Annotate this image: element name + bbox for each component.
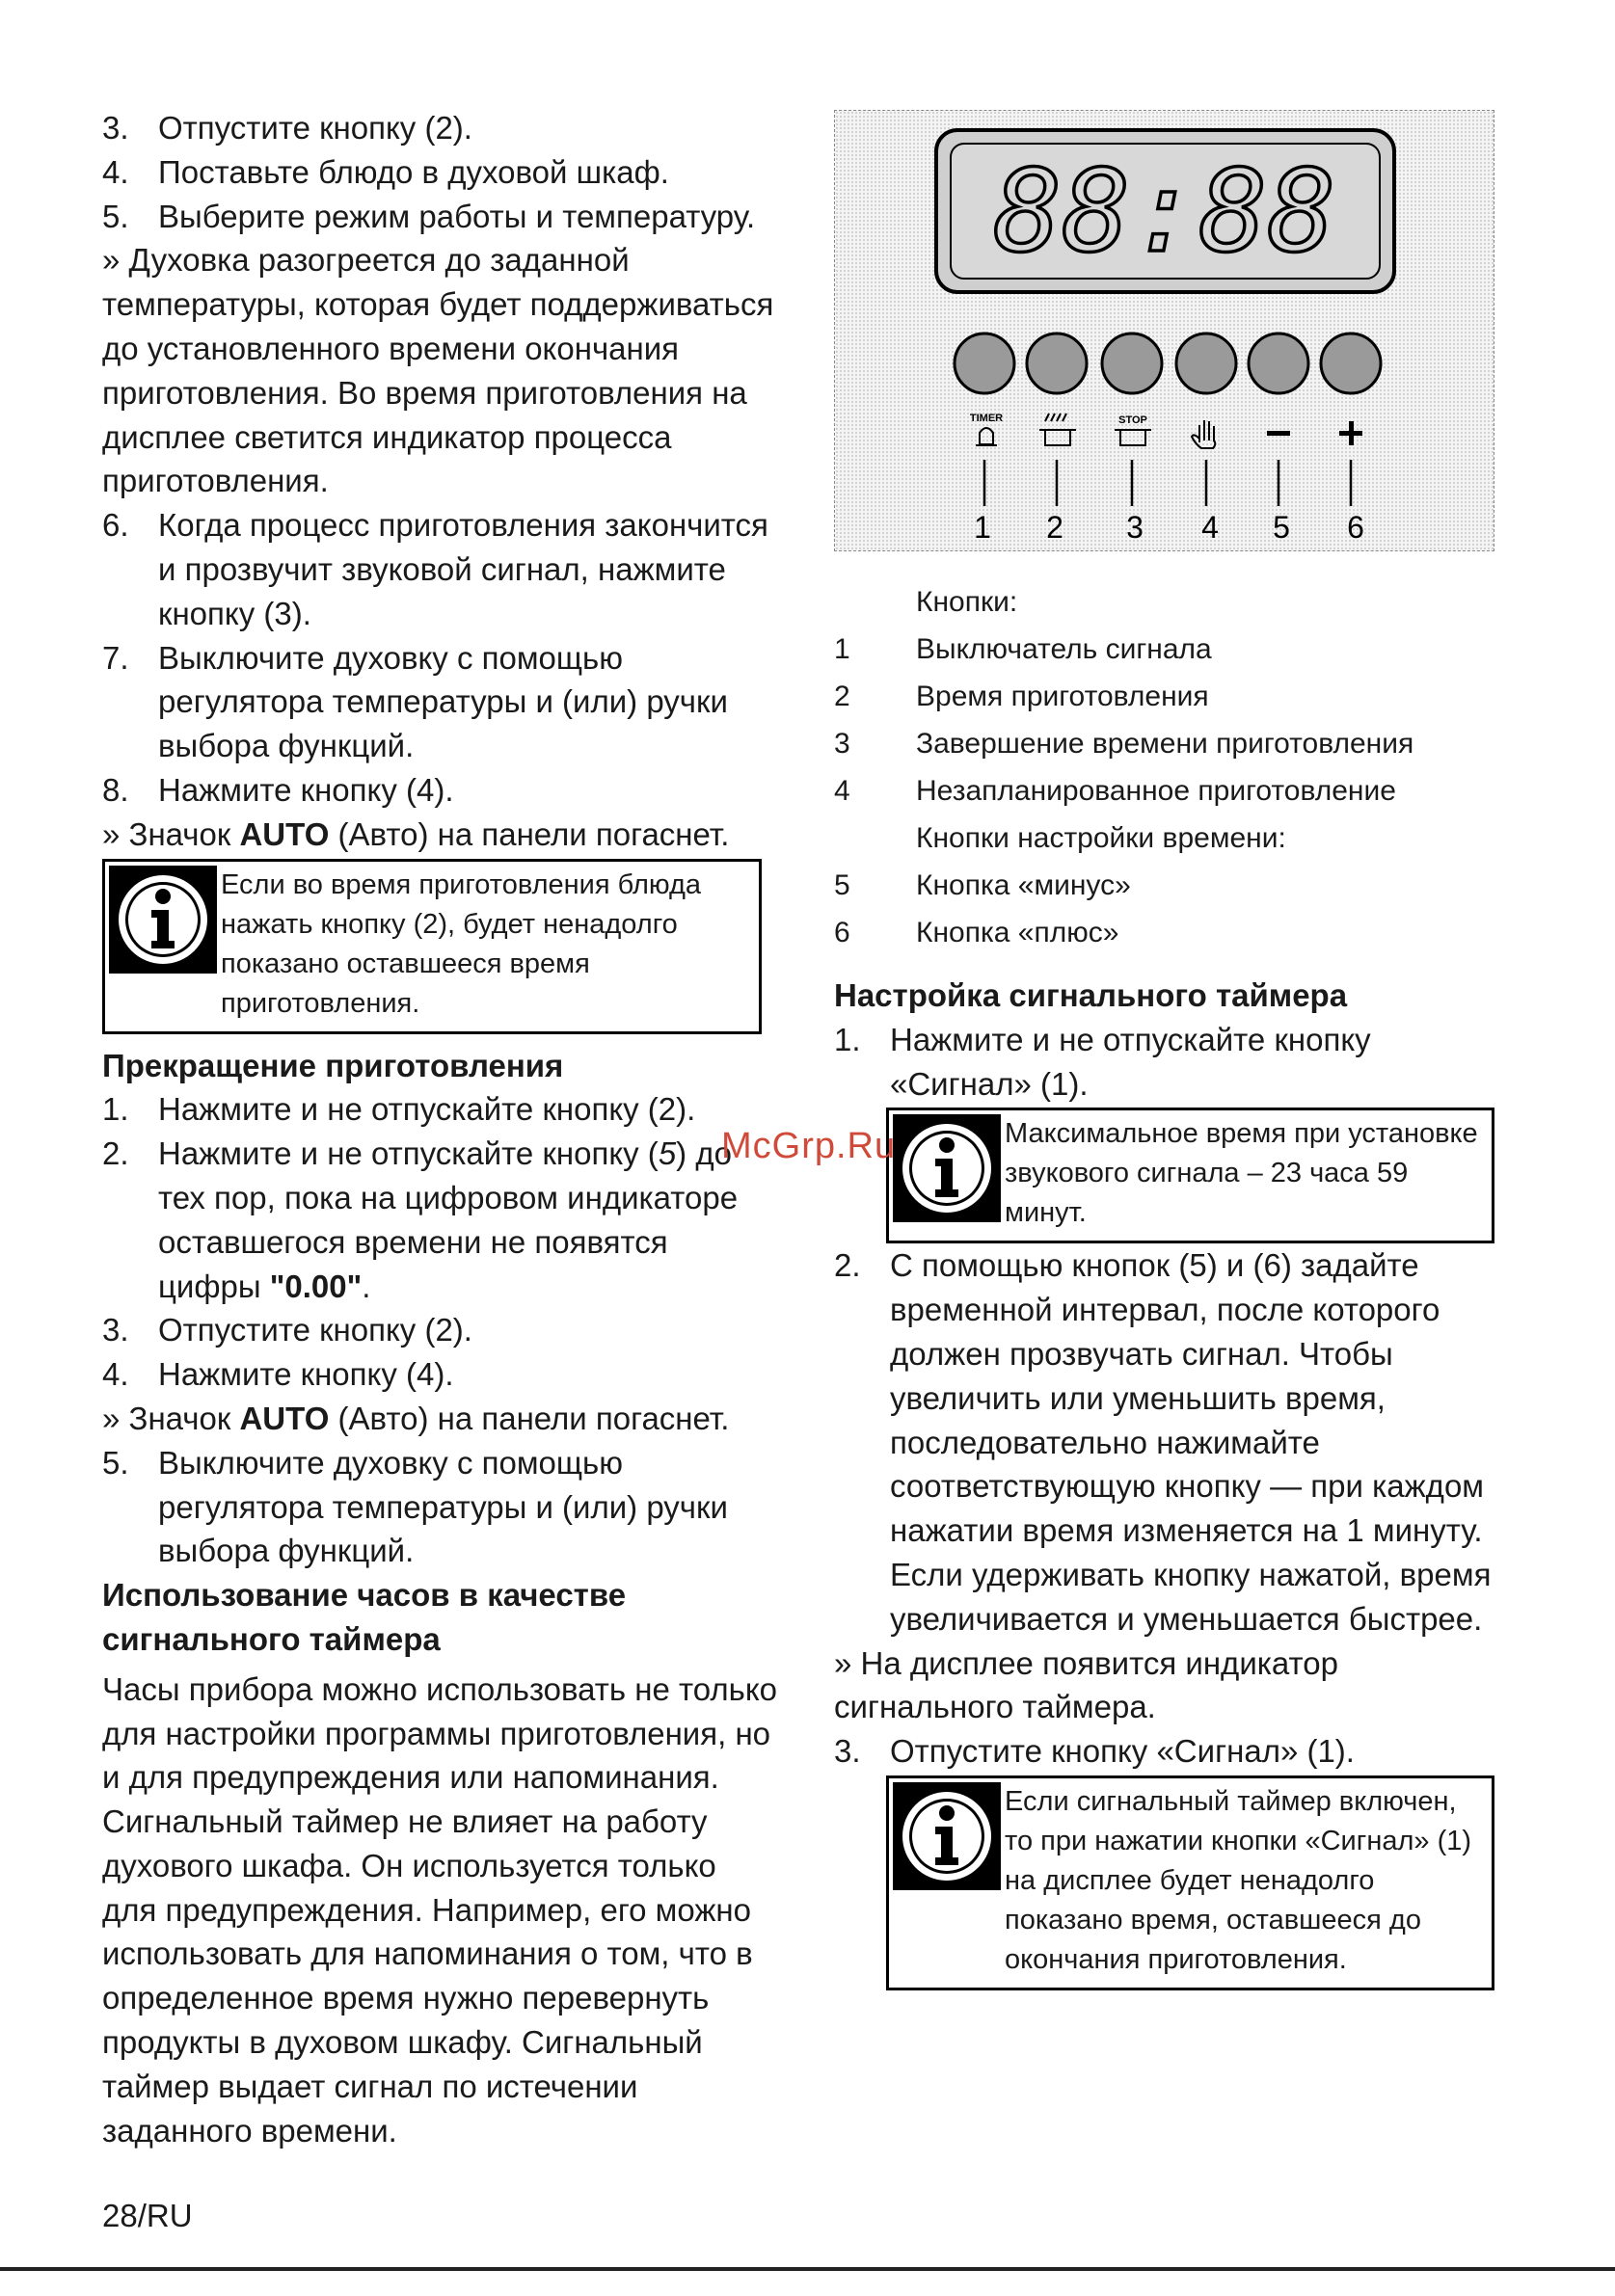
- panel-buttons: [955, 334, 1381, 393]
- item-number: 2.: [834, 1247, 861, 1284]
- button-number: 2: [1046, 510, 1063, 545]
- auto-pre: » Значок: [102, 815, 240, 852]
- item-text-bold: "0.00": [269, 1268, 363, 1304]
- section-heading: Использование часов в качестве сигнального таймера: [102, 1577, 627, 1657]
- item-text-italic: 5: [658, 1135, 677, 1172]
- list-item: [102, 195, 777, 239]
- panel-button-3[interactable]: [1102, 334, 1162, 393]
- item-text: Выключите духовку с помощью регулятора температуры и (или) ручки выбора функций.: [158, 639, 728, 764]
- note-text: Если во время приготовления блюда нажать кнопку (2), будет ненадолго показано оставшееся время приготовления.: [221, 868, 702, 1019]
- list-item: [102, 503, 777, 635]
- legend-item: [834, 720, 1494, 767]
- plus-icon: [1339, 421, 1362, 445]
- control-panel-diagram: [834, 110, 1494, 551]
- auto-off-text: [102, 813, 777, 857]
- list-item: [102, 1308, 777, 1352]
- item-number: 5.: [102, 1444, 129, 1481]
- auto-label: AUTO: [239, 1400, 330, 1436]
- legend-text: Кнопка «минус»: [916, 869, 1131, 901]
- list-item: [102, 768, 777, 813]
- list-item: [102, 1087, 777, 1132]
- panel-button-4[interactable]: [1176, 334, 1236, 393]
- item-text: Отпустите кнопку (2).: [158, 1312, 472, 1348]
- legend-number: 4: [834, 775, 850, 807]
- item-number: 4.: [102, 1356, 129, 1393]
- item-number: 7.: [102, 639, 129, 676]
- button-number: 1: [974, 510, 991, 545]
- legend-item: [834, 767, 1494, 814]
- button-number: 5: [1273, 510, 1290, 545]
- paragraph: Часы прибора можно использовать не только для настройки программы приготовления, но и для предупреждения или напоминания. Сигнальный таймер не влияет на работу духового шкафа. Он используется только для предупреждения. Например, его можно использовать для напоминания о том, что в определенное время нужно перевернуть продукты в духовом шкафу. Сигнальный таймер выдает сигнал по истечении заданного времени.: [102, 1670, 777, 2149]
- item-text: С помощью кнопок (5) и (6) задайте временной интервал, после которого должен прозвучать сигнал. Чтобы увеличить или уменьшить время, последовательно нажимайте соответствующую кнопку — при каждом нажатии время изменяется на 1 минуту. Если удерживать кнопку нажатой, время увеличивается и уменьшается быстрее.: [890, 1247, 1492, 1637]
- item-text-end: .: [362, 1268, 371, 1304]
- item-text: Отпустите кнопку «Сигнал» (1).: [890, 1733, 1355, 1770]
- info-note: [886, 1775, 1494, 1990]
- item-text: Поставьте блюдо в духовой шкаф.: [158, 153, 669, 190]
- auto-off-text: [102, 1397, 777, 1441]
- panel-button-5[interactable]: [1249, 334, 1308, 393]
- legend-item: [834, 626, 1494, 673]
- panel-button-1[interactable]: [955, 334, 1014, 393]
- legend-item: [834, 673, 1494, 720]
- legend-text: Кнопка «плюс»: [916, 917, 1119, 948]
- result-text: » На дисплее появится индикатор сигнального таймера.: [834, 1644, 1338, 1725]
- legend-item: [834, 862, 1494, 909]
- item-text-pre: Нажмите и не отпускайте кнопку (: [158, 1135, 659, 1172]
- item-text: Нажмите и не отпускайте кнопку (2).: [158, 1091, 696, 1128]
- panel-button-6[interactable]: [1321, 334, 1381, 393]
- pot-with-steam-icon: [1039, 414, 1076, 445]
- item-number: 2.: [102, 1135, 129, 1172]
- list-item: [102, 1441, 777, 1573]
- panel-button-2[interactable]: [1027, 334, 1087, 393]
- hand-icon: [1192, 420, 1215, 448]
- display-digits: 88:88: [993, 145, 1336, 278]
- legend-number: 6: [834, 917, 850, 948]
- left-column: [102, 106, 777, 2152]
- bottom-rule: [0, 2267, 1615, 2271]
- note-text: Если сигнальный таймер включен, то при нажатии кнопки «Сигнал» (1) на дисплее будет ненадолго показано время, оставшееся до окончания приготовления.: [1005, 1785, 1472, 1975]
- list-item: [102, 636, 777, 768]
- legend-title: Кнопки:: [916, 586, 1018, 618]
- item-text: Нажмите кнопку (4).: [158, 1356, 454, 1393]
- list-item: [834, 1243, 1494, 1641]
- item-number: 1.: [102, 1091, 129, 1128]
- item-number: 3.: [102, 110, 129, 146]
- auto-post: (Авто) на панели погаснет.: [329, 1400, 730, 1436]
- legend-subtitle: Кнопки настройки времени:: [916, 822, 1286, 854]
- button-number: 6: [1347, 510, 1364, 545]
- info-icon: [109, 866, 217, 974]
- item-number: 8.: [102, 771, 129, 808]
- timer-label: TIMER: [969, 413, 1004, 424]
- page-number: 28/RU: [102, 2198, 193, 2233]
- item-text: Выберите режим работы и температуру.: [158, 198, 756, 234]
- result-text: » Духовка разогреется до заданной температуры, которая будет поддерживаться до установленного времени окончания приготовления. Во время приготовления на дисплее светится индикатор процесса приготовления.: [102, 242, 774, 499]
- minus-icon: [1267, 431, 1290, 436]
- legend-text: Выключатель сигнала: [916, 633, 1212, 665]
- legend-title-row: [834, 578, 1494, 626]
- button-number: 3: [1126, 510, 1144, 545]
- button-legend: [834, 578, 1494, 956]
- auto-label: AUTO: [239, 815, 330, 852]
- legend-subtitle-row: [834, 814, 1494, 862]
- info-note: [102, 859, 762, 1034]
- list-item: [102, 1132, 777, 1308]
- watermark-text: McGrp.Ru: [721, 1126, 897, 1166]
- section-heading: Прекращение приготовления: [102, 1047, 564, 1083]
- item-number: 6.: [102, 507, 129, 544]
- right-column: [834, 974, 1494, 1990]
- info-icon: [893, 1114, 1001, 1222]
- item-text-post: ) до тех пор, пока на цифровом индикаторе оставшегося времени не появятся цифры: [158, 1135, 739, 1304]
- legend-item: [834, 909, 1494, 956]
- note-text: Максимальное время при установке звукового сигнала – 23 часа 59 минут.: [1005, 1118, 1478, 1229]
- legend-number: 1: [834, 633, 850, 665]
- stop-label: STOP: [1118, 414, 1147, 426]
- bell-icon: [976, 428, 997, 445]
- legend-number: 2: [834, 681, 850, 712]
- item-number: 4.: [102, 153, 129, 190]
- button-numbers: [974, 510, 1364, 545]
- item-number: 3.: [834, 1733, 861, 1770]
- control-panel-svg: [835, 111, 1495, 552]
- item-text: Когда процесс приготовления закончится и прозвучит звуковой сигнал, нажмите кнопку (3).: [158, 507, 768, 631]
- list-item: [102, 106, 777, 150]
- leader-lines: [984, 460, 1351, 506]
- item-text: Выключите духовку с помощью регулятора температуры и (или) ручки выбора функций.: [158, 1444, 728, 1569]
- list-item: [102, 150, 777, 195]
- list-item: [102, 1352, 777, 1397]
- section-heading: Настройка сигнального таймера: [834, 977, 1348, 1013]
- item-text: Нажмите кнопку (4).: [158, 771, 454, 808]
- legend-text: Незапланированное приготовление: [916, 775, 1396, 807]
- info-note: [886, 1108, 1494, 1243]
- list-item: [834, 1729, 1494, 1774]
- item-text: Нажмите и не отпускайте кнопку «Сигнал» (1).: [890, 1021, 1371, 1102]
- auto-post: (Авто) на панели погаснет.: [329, 815, 730, 852]
- item-number: 5.: [102, 198, 129, 234]
- button-number: 4: [1201, 510, 1219, 545]
- auto-pre: » Значок: [102, 1400, 240, 1436]
- item-number: 1.: [834, 1021, 861, 1057]
- pot-icon: [1115, 430, 1151, 445]
- info-icon: [893, 1782, 1001, 1890]
- item-text: [158, 1132, 777, 1308]
- legend-number: 3: [834, 728, 850, 760]
- legend-number: 5: [834, 869, 850, 901]
- list-item: [834, 1018, 1494, 1107]
- legend-text: Время приготовления: [916, 681, 1209, 712]
- legend-text: Завершение времени приготовления: [916, 728, 1414, 760]
- item-number: 3.: [102, 1312, 129, 1348]
- item-text: Отпустите кнопку (2).: [158, 110, 472, 146]
